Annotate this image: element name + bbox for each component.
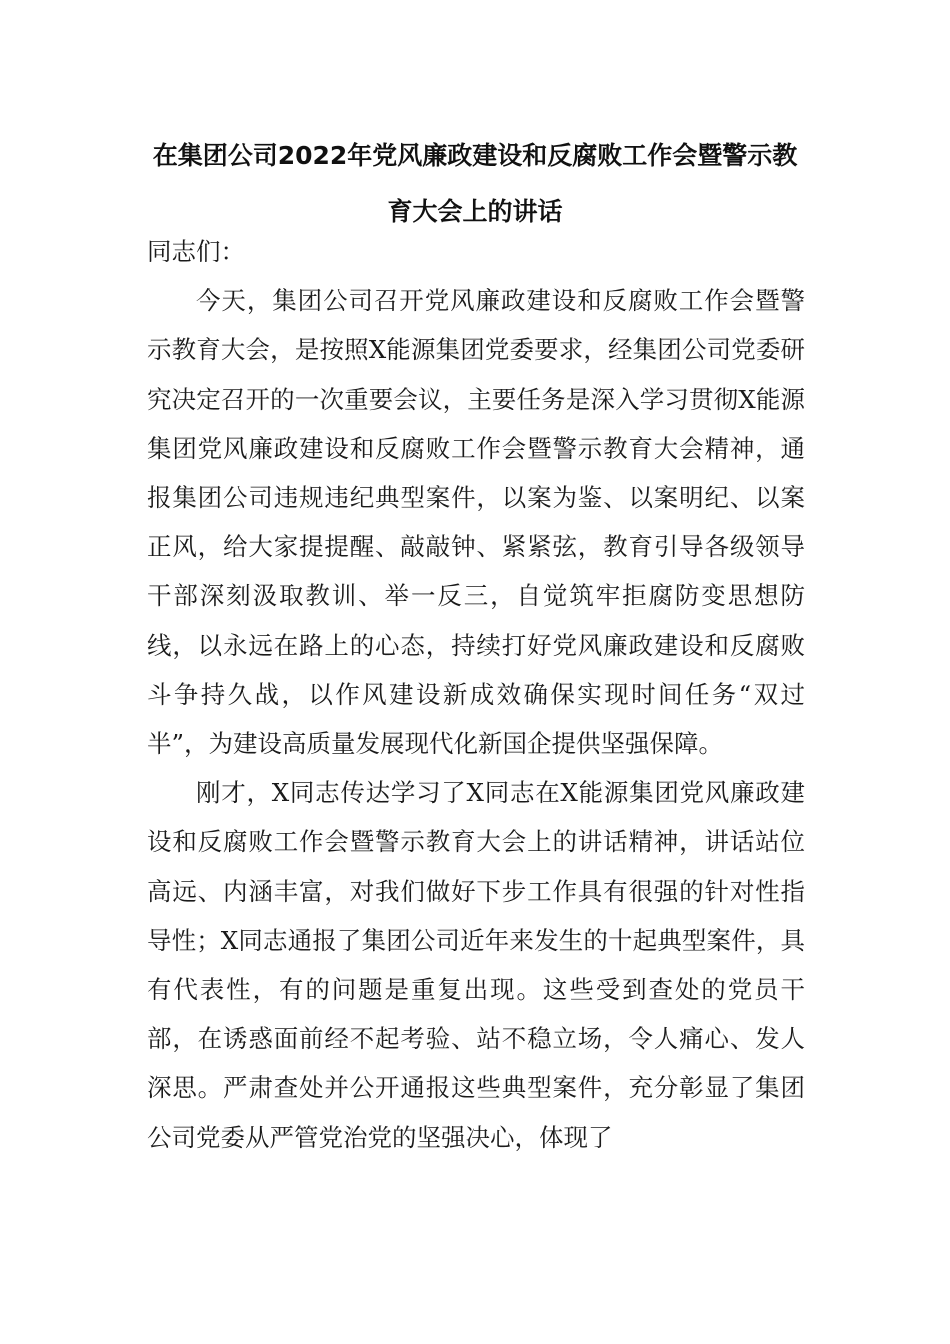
document-title	[120, 128, 830, 240]
salutation: 同志们：	[147, 237, 245, 266]
title-line-1: 在集团公司2022年党风廉政建设和反腐败工作会暨警示教	[152, 141, 798, 170]
paragraph-1: 今天，集团公司召开党风廉政建设和反腐败工作会暨警示教育大会，是按照X能源集团党委要求，经集团公司党委研究决定召开的一次重要会议，主要任务是深入学习贯彻X能源集团党风廉政建设和反腐败工作会暨警示教育大会精神，通报集团公司违规违纪典型案件，以案为鉴、以案明纪、以案正风，给大家提提醒、敲敲钟、紧紧弦，教育引导各级领导干部深刻汲取教训、举一反三，自觉筑牢拒腐防变思想防线，以永远在路上的心态，持续打好党风廉政建设和反腐败斗争持久战，以作风建设新成效确保实现时间任务“双过半”，为建设高质量发展现代化新国企提供坚强保障。	[147, 286, 805, 759]
title-line-2: 育大会上的讲话	[387, 197, 563, 226]
document-body	[147, 227, 805, 1162]
paragraph-2: 刚才，X同志传达学习了X同志在X能源集团党风廉政建设和反腐败工作会暨警示教育大会上的讲话精神，讲话站位高远、内涵丰富，对我们做好下步工作具有很强的针对性指导性；X同志通报了集团公司近年来发生的十起典型案件，具有代表性，有的问题是重复出现。这些受到查处的党员干部，在诱惑面前经不起考验、站不稳立场，令人痛心、发人深思。严肃查处并公开通报这些典型案件，充分彰显了集团公司党委从严管党治党的坚强决心，体现了	[147, 778, 805, 1152]
